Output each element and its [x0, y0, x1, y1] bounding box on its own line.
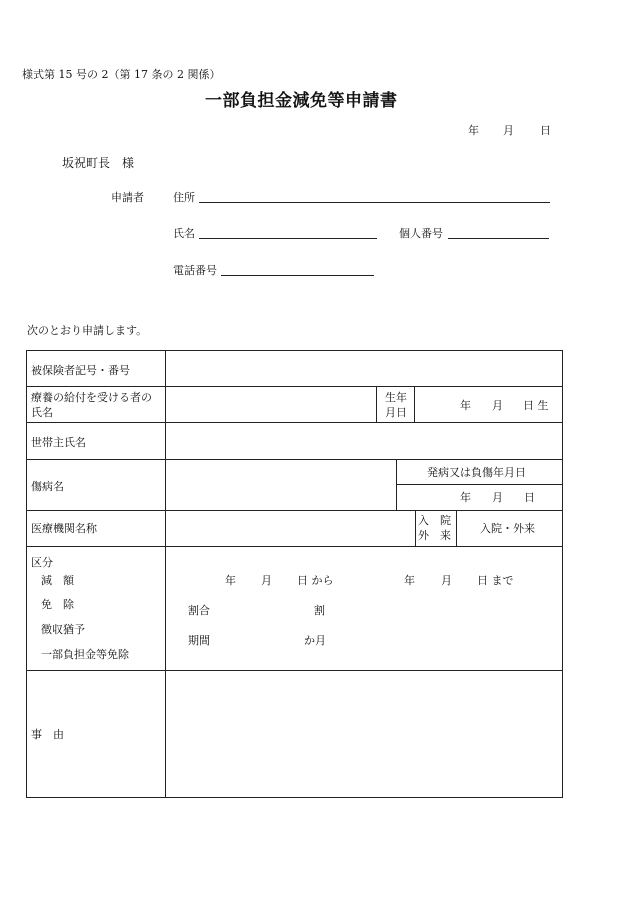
name-label: 氏名 — [173, 227, 195, 240]
category-full-exemption[interactable]: 一部負担金等免除 — [41, 648, 129, 661]
intro-text: 次のとおり申請します。 — [27, 324, 148, 337]
institution-label: 医療機関名称 — [31, 522, 97, 535]
institution-field[interactable] — [167, 512, 414, 545]
address-label: 住所 — [173, 191, 195, 204]
reason-field[interactable] — [167, 672, 561, 796]
recipient-name-field[interactable] — [167, 388, 375, 421]
date-year: 年 — [468, 124, 479, 137]
phone-label: 電話番号 — [173, 264, 217, 277]
inout-label-2: 外 来 — [418, 529, 451, 542]
term-label: 期間 — [188, 634, 210, 647]
onset-year[interactable]: 年 — [460, 491, 471, 504]
insured-number-label: 被保険者記号・番号 — [31, 364, 130, 377]
period-start-month[interactable]: 月 — [261, 574, 272, 587]
category-label: 区分 — [31, 556, 53, 569]
period-end-year[interactable]: 年 — [404, 574, 415, 587]
householder-field[interactable] — [167, 424, 561, 458]
category-reduction[interactable]: 減 額 — [41, 574, 74, 587]
form-reference: 様式第 15 号の 2（第 17 条の 2 関係） — [22, 68, 221, 81]
injury-label: 傷病名 — [31, 480, 64, 493]
category-deferment[interactable]: 徴収猶予 — [41, 623, 85, 636]
onset-month[interactable]: 月 — [492, 491, 503, 504]
address-field[interactable] — [199, 202, 550, 203]
recipient-label-2: 氏名 — [31, 406, 53, 419]
inout-value[interactable]: 入院・外来 — [480, 522, 535, 535]
period-start-year[interactable]: 年 — [225, 574, 236, 587]
birth-day[interactable]: 日 生 — [523, 399, 549, 412]
application-table — [26, 350, 563, 798]
ratio-unit[interactable]: 割 — [314, 604, 325, 617]
addressee: 坂祝町長 様 — [62, 156, 135, 170]
birth-label-1: 生年 — [385, 391, 407, 404]
birth-month[interactable]: 月 — [492, 399, 503, 412]
period-end-day[interactable]: 日 まで — [477, 574, 514, 587]
period-start-day[interactable]: 日 から — [297, 574, 334, 587]
reason-label: 事 由 — [31, 728, 64, 741]
birth-year[interactable]: 年 — [460, 399, 471, 412]
personal-number-label: 個人番号 — [399, 227, 443, 240]
category-exemption[interactable]: 免 除 — [41, 598, 74, 611]
applicant-label: 申請者 — [111, 191, 144, 204]
ratio-label: 割合 — [188, 604, 210, 617]
term-unit[interactable]: か月 — [304, 634, 326, 647]
birth-label-2: 月日 — [385, 406, 407, 419]
page-title: 一部負担金減免等申請書 — [205, 91, 398, 111]
recipient-label-1: 療養の給付を受ける者の — [31, 391, 152, 404]
injury-field[interactable] — [167, 461, 395, 509]
inout-label-1: 入 院 — [418, 514, 451, 527]
date-day: 日 — [540, 124, 551, 137]
onset-day[interactable]: 日 — [524, 491, 535, 504]
date-month: 月 — [503, 124, 514, 137]
personal-number-field[interactable] — [448, 238, 549, 239]
phone-field[interactable] — [221, 275, 374, 276]
name-field[interactable] — [199, 238, 377, 239]
onset-label: 発病又は負傷年月日 — [427, 466, 526, 479]
period-end-month[interactable]: 月 — [441, 574, 452, 587]
householder-label: 世帯主氏名 — [31, 436, 86, 449]
insured-number-field[interactable] — [167, 352, 561, 385]
